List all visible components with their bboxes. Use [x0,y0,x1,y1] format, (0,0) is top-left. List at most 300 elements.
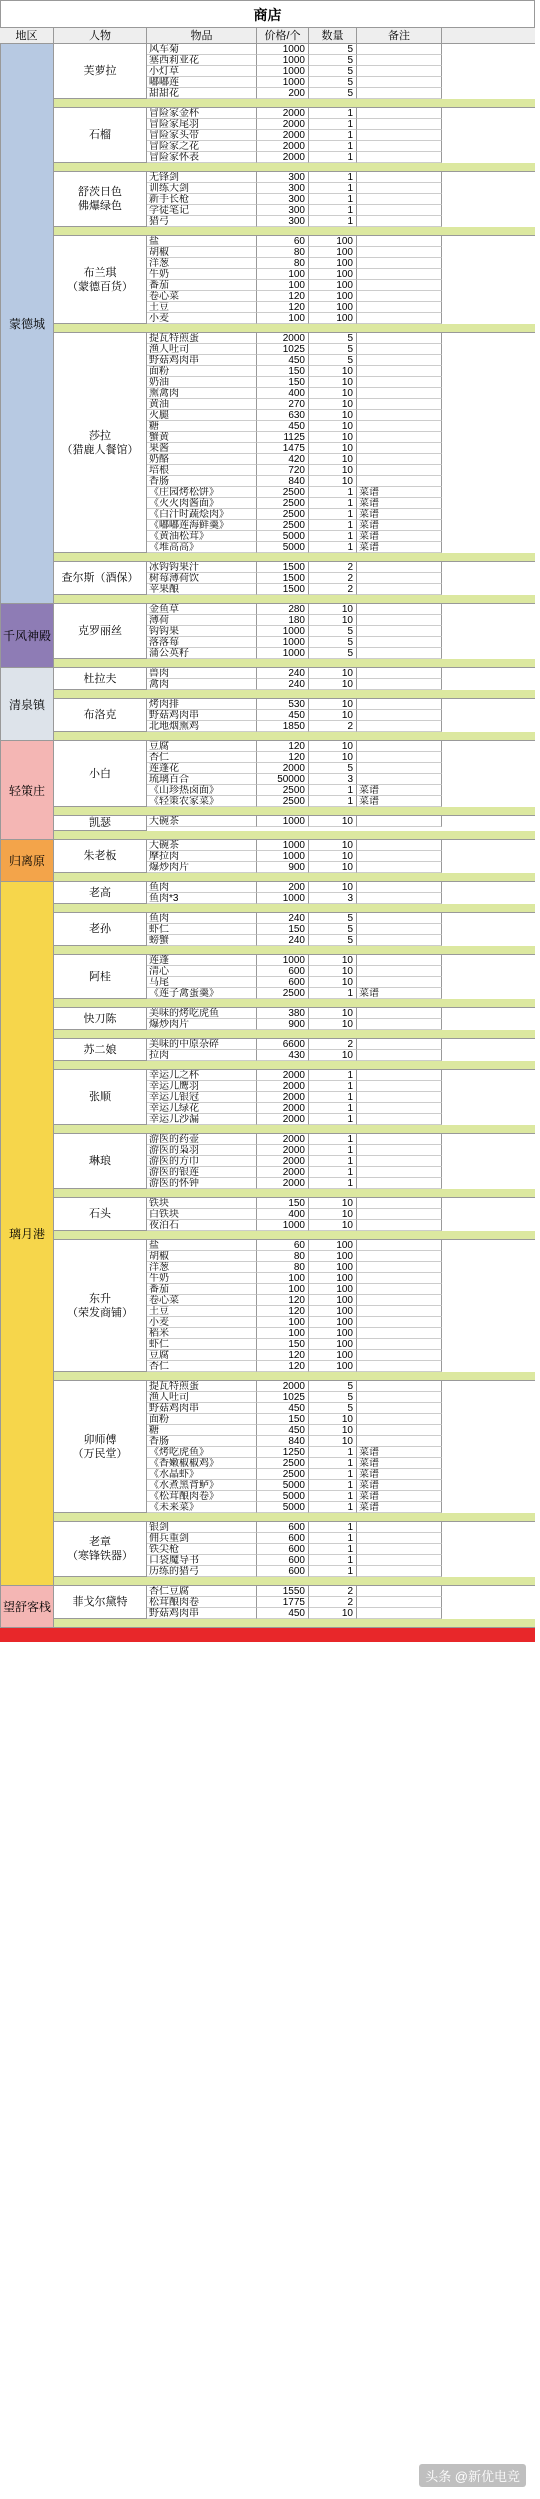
item-name: 提瓦特煎蛋 [147,1381,257,1392]
separator-row [54,1619,535,1628]
table-row [147,977,535,988]
item-note [357,302,442,313]
item-qty: 1 [309,1502,357,1513]
item-qty: 100 [309,302,357,313]
person-name: 张顺 [54,1070,147,1125]
item-qty: 1 [309,1103,357,1114]
item-name: 烤肉排 [147,699,257,710]
region-name: 蒙德城 [0,44,54,604]
item-name: 《水晶虾》 [147,1469,257,1480]
table-row [147,935,535,946]
table-row [147,573,535,584]
table-row [147,721,535,732]
item-qty: 5 [309,1403,357,1414]
table-row [147,388,535,399]
item-rows [147,741,535,807]
item-name: 游医的银莲 [147,1167,257,1178]
item-qty: 5 [309,44,357,55]
person-block [54,699,535,732]
item-rows [147,1522,535,1577]
item-price: 50000 [257,774,309,785]
item-qty: 10 [309,366,357,377]
item-name: 《烤吃虎鱼》 [147,1447,257,1458]
item-qty: 1 [309,498,357,509]
separator-row [54,946,535,955]
item-name: 大碗茶 [147,816,257,827]
item-qty: 5 [309,648,357,659]
item-price: 2500 [257,785,309,796]
item-price: 100 [257,313,309,324]
item-note [357,1273,442,1284]
item-qty: 100 [309,1350,357,1361]
person-block [54,1522,535,1577]
person-block [54,44,535,99]
item-note: 菜谱 [357,531,442,542]
separator-row [54,1513,535,1522]
item-name: 琉璃百合 [147,774,257,785]
table-row [147,562,535,573]
item-name: 杏仁 [147,1361,257,1372]
item-qty: 10 [309,615,357,626]
item-note [357,1608,442,1619]
person-block [54,1008,535,1030]
item-qty: 10 [309,752,357,763]
separator-row [54,659,535,668]
item-name: 土豆 [147,1306,257,1317]
table-row [147,1469,535,1480]
item-name: 冰钩钩果汁 [147,562,257,573]
item-note [357,1533,442,1544]
item-name: 牛奶 [147,269,257,280]
item-qty: 100 [309,1328,357,1339]
separator-row [54,904,535,913]
item-qty: 1 [309,183,357,194]
item-name: 火腿 [147,410,257,421]
table-row [147,763,535,774]
item-note [357,1597,442,1608]
table-row [147,476,535,487]
person-name: 老章 （寒锋铁器） [54,1522,147,1577]
table-row [147,432,535,443]
item-name: 《轻策农家菜》 [147,796,257,807]
item-price: 2500 [257,520,309,531]
item-name: 盐 [147,1240,257,1251]
item-qty: 1 [309,1156,357,1167]
item-price: 240 [257,679,309,690]
item-name: 落落莓 [147,637,257,648]
item-qty: 10 [309,1436,357,1447]
person-name: 克罗丽丝 [54,604,147,659]
item-note [357,741,442,752]
item-price: 630 [257,410,309,421]
table-row [147,258,535,269]
item-note [357,280,442,291]
item-price: 600 [257,1566,309,1577]
table-row [147,205,535,216]
item-price: 900 [257,1019,309,1030]
table-row [147,520,535,531]
person-block [54,955,535,999]
item-qty: 5 [309,66,357,77]
item-qty: 1 [309,1092,357,1103]
region-block [0,840,535,882]
item-note [357,1586,442,1597]
item-rows [147,1134,535,1189]
separator-row [54,831,535,840]
table-row [147,291,535,302]
table-row [147,1403,535,1414]
item-note [357,913,442,924]
item-qty: 5 [309,333,357,344]
table-row [147,699,535,710]
item-note [357,1114,442,1125]
item-price: 600 [257,966,309,977]
item-price: 2000 [257,141,309,152]
table-row [147,280,535,291]
item-price: 2000 [257,1167,309,1178]
table-row [147,785,535,796]
item-name: 历练的猎弓 [147,1566,257,1577]
item-qty: 2 [309,584,357,595]
separator-row [54,807,535,816]
item-price: 1025 [257,344,309,355]
item-price: 2500 [257,1458,309,1469]
item-rows [147,1198,535,1231]
person-name: 布洛克 [54,699,147,732]
item-name: 螃蟹 [147,935,257,946]
item-note [357,1134,442,1145]
person-block [54,236,535,324]
item-note [357,1070,442,1081]
item-name: 冒险家之花 [147,141,257,152]
item-name: 渔人吐司 [147,1392,257,1403]
item-price: 6600 [257,1039,309,1050]
item-note [357,421,442,432]
table-row [147,966,535,977]
item-price: 2500 [257,509,309,520]
table-row [147,988,535,999]
item-price: 2000 [257,763,309,774]
item-price: 100 [257,269,309,280]
item-note [357,1381,442,1392]
item-qty: 2 [309,721,357,732]
item-note: 菜谱 [357,509,442,520]
person-name: 杜拉夫 [54,668,147,690]
item-price: 300 [257,194,309,205]
item-name: 铁尖枪 [147,1544,257,1555]
item-price: 2000 [257,333,309,344]
person-name: 菲戈尔黛特 [54,1586,147,1619]
item-price: 840 [257,476,309,487]
table-row [147,410,535,421]
separator-row [54,1231,535,1240]
item-qty: 10 [309,465,357,476]
item-name: 提瓦特煎蛋 [147,333,257,344]
item-qty: 1 [309,542,357,553]
item-name: 《堆高高》 [147,542,257,553]
table-row [147,1114,535,1125]
table-row [147,44,535,55]
table-row [147,913,535,924]
table-row [147,1081,535,1092]
item-qty: 1 [309,1566,357,1577]
separator-row [54,1189,535,1198]
separator-row [54,1577,535,1586]
item-note [357,1436,442,1447]
item-price: 1000 [257,77,309,88]
person-name: 石榴 [54,108,147,163]
item-qty: 10 [309,476,357,487]
person-name: 快刀陈 [54,1008,147,1030]
item-qty: 2 [309,1586,357,1597]
item-rows [147,882,535,904]
item-note: 菜谱 [357,1469,442,1480]
table-row [147,679,535,690]
item-note [357,882,442,893]
item-name: 卷心菜 [147,291,257,302]
table-row [147,862,535,873]
separator-row [54,99,535,108]
item-qty: 10 [309,1050,357,1061]
item-qty: 1 [309,1544,357,1555]
item-qty: 10 [309,955,357,966]
person-block [54,668,535,690]
table-row [147,1381,535,1392]
separator-row [54,1125,535,1134]
item-qty: 2 [309,1039,357,1050]
item-qty: 10 [309,432,357,443]
item-price: 2500 [257,498,309,509]
table-row [147,119,535,130]
table-row [147,741,535,752]
table-row [147,302,535,313]
item-qty: 10 [309,377,357,388]
item-note [357,119,442,130]
item-qty: 1 [309,1178,357,1189]
item-price: 240 [257,935,309,946]
item-price: 2500 [257,988,309,999]
table-row [147,893,535,904]
person-name: 布兰琪 （蒙德百货） [54,236,147,324]
person-name: 苏二娘 [54,1039,147,1061]
item-note [357,1081,442,1092]
item-name: 香肠 [147,1436,257,1447]
person-name: 琳琅 [54,1134,147,1189]
item-rows [147,699,535,732]
item-price: 120 [257,302,309,313]
table-row [147,1328,535,1339]
table-row [147,1597,535,1608]
table-row [147,851,535,862]
item-note [357,88,442,99]
item-name: 树莓薄荷饮 [147,573,257,584]
item-name: 松茸酿肉卷 [147,1597,257,1608]
item-qty: 5 [309,924,357,935]
item-note [357,604,442,615]
item-name: 钩钩果 [147,626,257,637]
item-note [357,893,442,904]
item-note [357,679,442,690]
table-row [147,584,535,595]
item-price: 600 [257,1544,309,1555]
item-name: 蒲公英籽 [147,648,257,659]
item-name: 鱼肉*3 [147,893,257,904]
person-block [54,741,535,807]
item-name: 游医的药壶 [147,1134,257,1145]
item-qty: 1 [309,785,357,796]
item-note [357,377,442,388]
item-price: 530 [257,699,309,710]
item-qty: 10 [309,1425,357,1436]
item-qty: 100 [309,269,357,280]
item-qty: 1 [309,1533,357,1544]
item-note [357,1350,442,1361]
item-name: 薄荷 [147,615,257,626]
item-rows [147,1039,535,1061]
table-row [147,1019,535,1030]
item-name: 冒险家尾羽 [147,119,257,130]
item-price: 1850 [257,721,309,732]
table-row [147,55,535,66]
item-rows [147,816,535,831]
item-name: 胡椒 [147,1251,257,1262]
item-qty: 10 [309,882,357,893]
item-note [357,721,442,732]
item-note [357,432,442,443]
item-qty: 100 [309,280,357,291]
item-name: 幸运儿银冠 [147,1092,257,1103]
item-note [357,763,442,774]
item-name: 大碗茶 [147,840,257,851]
item-name: 《山珍热卤面》 [147,785,257,796]
item-price: 300 [257,205,309,216]
table-row [147,1317,535,1328]
item-note [357,443,442,454]
item-name: 稻米 [147,1328,257,1339]
item-qty: 10 [309,421,357,432]
item-note [357,562,442,573]
item-note [357,816,442,827]
item-name: 土豆 [147,302,257,313]
table-row [147,399,535,410]
item-name: 豆腐 [147,741,257,752]
item-note [357,66,442,77]
item-name: 蟹黄 [147,432,257,443]
item-note [357,313,442,324]
item-note [357,1328,442,1339]
item-price: 100 [257,1317,309,1328]
item-note [357,152,442,163]
item-note [357,1544,442,1555]
item-name: 《嘟嘟莲海鲜羹》 [147,520,257,531]
item-price: 2000 [257,1114,309,1125]
table-row [147,1458,535,1469]
item-rows [147,1381,535,1513]
item-note [357,573,442,584]
item-note [357,1284,442,1295]
item-qty: 10 [309,977,357,988]
item-name: 金鱼草 [147,604,257,615]
item-price: 150 [257,366,309,377]
item-qty: 5 [309,344,357,355]
table-row [147,509,535,520]
person-name: 查尔斯（酒保） [54,562,147,595]
item-price: 150 [257,377,309,388]
item-name: 黄油 [147,399,257,410]
item-name: 渔人吐司 [147,344,257,355]
table-row [147,1092,535,1103]
item-note [357,333,442,344]
item-qty: 10 [309,1414,357,1425]
item-rows [147,236,535,324]
separator-row [54,1030,535,1039]
item-qty: 1 [309,1469,357,1480]
item-note [357,216,442,227]
item-rows [147,955,535,999]
table-row [147,774,535,785]
item-price: 300 [257,172,309,183]
item-name: 豆腐 [147,1350,257,1361]
item-note [357,774,442,785]
table-row [147,88,535,99]
table-row [147,1350,535,1361]
item-name: 冒险家金杯 [147,108,257,119]
item-price: 450 [257,1608,309,1619]
item-qty: 5 [309,637,357,648]
item-qty: 100 [309,1361,357,1372]
item-qty: 1 [309,1480,357,1491]
table-row [147,1491,535,1502]
item-note [357,1220,442,1231]
item-name: 奶酪 [147,454,257,465]
item-rows [147,1008,535,1030]
item-name: 《白汁时蔬烩肉》 [147,509,257,520]
item-price: 60 [257,1240,309,1251]
item-name: 冒险家头带 [147,130,257,141]
item-price: 2000 [257,1381,309,1392]
item-qty: 1 [309,152,357,163]
item-qty: 1 [309,172,357,183]
item-price: 120 [257,291,309,302]
item-note: 菜谱 [357,542,442,553]
item-note: 菜谱 [357,796,442,807]
item-price: 120 [257,1295,309,1306]
item-note [357,1522,442,1533]
item-name: 小麦 [147,313,257,324]
person-name: 莎拉 （猎鹿人餐馆） [54,333,147,553]
item-qty: 5 [309,355,357,366]
table-row [147,344,535,355]
item-qty: 5 [309,913,357,924]
table-row [147,269,535,280]
separator-row [54,227,535,236]
table-row [147,1361,535,1372]
person-block [54,1070,535,1125]
region-block [0,1586,535,1628]
item-qty: 10 [309,668,357,679]
item-name: 兽肉 [147,668,257,679]
table-row [147,1262,535,1273]
item-price: 450 [257,421,309,432]
region-list [0,44,540,1628]
item-price: 2500 [257,1469,309,1480]
item-price: 400 [257,388,309,399]
item-price: 240 [257,913,309,924]
table-row [147,1220,535,1231]
item-name: 口袋魔导书 [147,1555,257,1566]
table-row [147,924,535,935]
item-qty: 100 [309,1339,357,1350]
